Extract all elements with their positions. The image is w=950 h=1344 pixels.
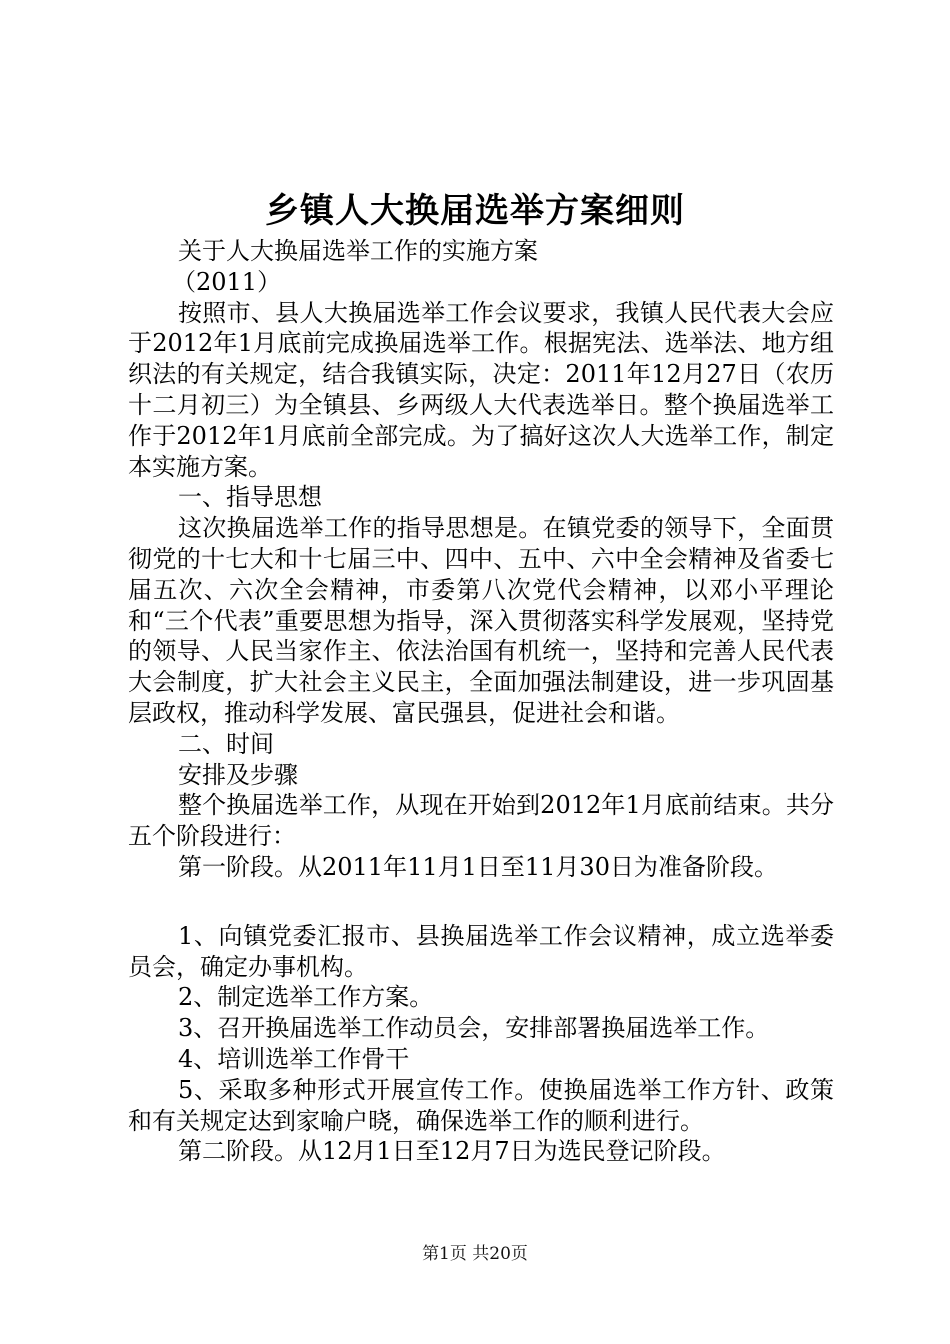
page-footer: 第1页 共20页 <box>422 1244 528 1264</box>
guiding-ideology-paragraph: 这次换届选举工作的指导思想是。在镇党委的领导下，全面贯彻党的十七大和十七届三中、四中、五中、六中全会精神及省委七届五次、六次全会精神，市委第八次党代会精神，以邓小平理论和“三个代表”重要思想为指导，深入贯彻落实科学发展观，坚持党的领导、人民当家作主、依法治国有机统一，坚持和完善人民代表大会制度，扩大社会主义民主，全面加强法制建设，进一步巩固基层政权，推动科学发展、富民强县，促进社会和谐。 <box>128 514 834 727</box>
section-heading-time: 二、时间 <box>178 729 274 758</box>
list-item: 1、向镇党委汇报市、县换届选举工作会议精神，成立选举委员会，确定办事机构。 <box>128 921 834 981</box>
schedule-paragraph: 整个换届选举工作，从现在开始到2012年1月底前结束。共分五个阶段进行： <box>128 791 834 851</box>
year-paragraph: （2011） <box>172 267 282 296</box>
list-item: 3、召开换届选举工作动员会，安排部署换届选举工作。 <box>178 1014 770 1043</box>
list-item: 2、制定选举工作方案。 <box>178 983 434 1012</box>
document-title: 乡镇人大换届选举方案细则 <box>265 191 685 231</box>
blank-line <box>128 883 834 921</box>
stage-two-paragraph: 第二阶段。从12月1日至12月7日为选民登记阶段。 <box>178 1137 726 1166</box>
arrangement-heading: 安排及步骤 <box>178 760 298 789</box>
document-body <box>128 236 834 1167</box>
list-item: 5、采取多种形式开展宣传工作。使换届选举工作方针、政策和有关规定达到家喻户晓，确保选举工作的顺利进行。 <box>128 1075 834 1135</box>
stage-one-paragraph: 第一阶段。从2011年11月1日至11月30日为准备阶段。 <box>178 852 778 881</box>
section-heading-guiding-ideology: 一、指导思想 <box>178 483 322 512</box>
intro-paragraph: 按照市、县人大换届选举工作会议要求，我镇人民代表大会应于2012年1月底前完成换届选举工作。根据宪法、选举法、地方组织法的有关规定，结合我镇实际，决定：2011年12月27日（农历十二月初三）为全镇县、乡两级人大代表选举日。整个换届选举工作于2012年1月底前全部完成。为了搞好这次人大选举工作，制定本实施方案。 <box>128 298 834 481</box>
subtitle-paragraph: 关于人大换届选举工作的实施方案 <box>178 237 538 265</box>
list-item: 4、培训选举工作骨干 <box>178 1044 410 1073</box>
